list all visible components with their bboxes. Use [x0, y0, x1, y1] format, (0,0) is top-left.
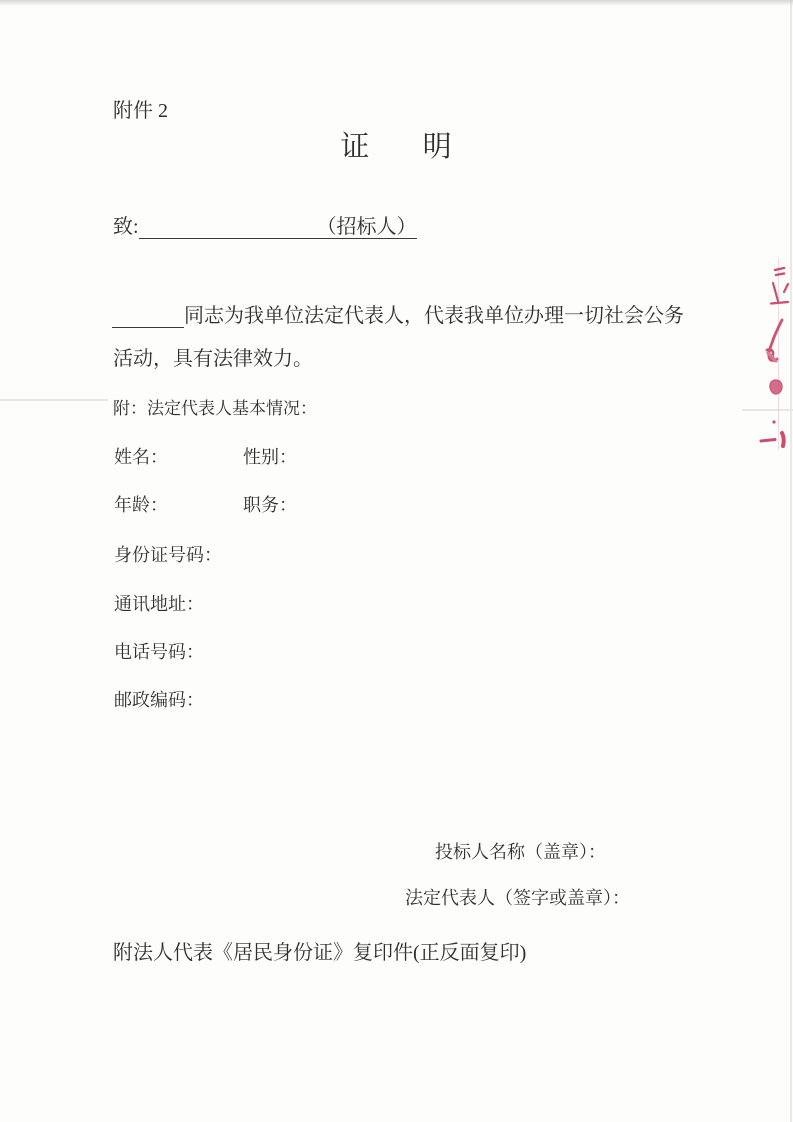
scan-top-edge-shadow — [0, 0, 793, 6]
field-label-address: 通讯地址： — [114, 594, 204, 614]
name-blank-field — [112, 306, 184, 328]
declaration-line1-text: 同志为我单位法定代表人，代表我单位办理一切社会公务 — [184, 305, 684, 327]
addressee-line — [113, 210, 417, 239]
field-label-position: 职务： — [243, 495, 297, 515]
basic-info-heading: 附：法定代表人基本情况： — [113, 399, 317, 418]
stamp-character-fragment — [771, 283, 788, 304]
document-title: 证 明 — [340, 131, 453, 163]
red-stamp-ink-fragments — [753, 258, 793, 453]
stamp-bottom-hook — [782, 433, 784, 446]
scan-right-edge-line — [790, 0, 792, 1122]
field-label-name — [114, 443, 297, 469]
addressee-blank-field — [139, 216, 317, 239]
field-label-id-number: 身份证号码： — [114, 545, 222, 565]
field-label-age-text: 年龄： — [114, 495, 168, 515]
field-label-name-text: 姓名： — [114, 447, 168, 467]
field-label-gender: 性别： — [243, 447, 297, 467]
footer-note: 附法人代表《居民身份证》复印件(正反面复印) — [113, 942, 527, 964]
stamp-dash-top — [775, 268, 784, 275]
stamp-bottom-dash — [761, 440, 775, 442]
crease-line-left — [0, 399, 108, 401]
addressee-prefix: 致: — [113, 216, 139, 238]
bidder-seal-label: 投标人名称（盖章）： — [435, 842, 606, 862]
stamp-blob — [770, 380, 782, 394]
field-label-age — [114, 491, 297, 517]
stamp-dot — [772, 420, 775, 423]
field-label-postal-code: 邮政编码： — [114, 690, 204, 710]
declaration-line1 — [112, 299, 684, 328]
declaration-line2: 活动，具有法律效力。 — [113, 348, 313, 370]
field-label-phone: 电话号码： — [114, 642, 204, 662]
addressee-suffix: （招标人） — [316, 216, 417, 238]
attachment-label: 附件 2 — [113, 100, 168, 122]
legal-rep-signature-label: 法定代表人（签字或盖章）： — [405, 888, 630, 908]
